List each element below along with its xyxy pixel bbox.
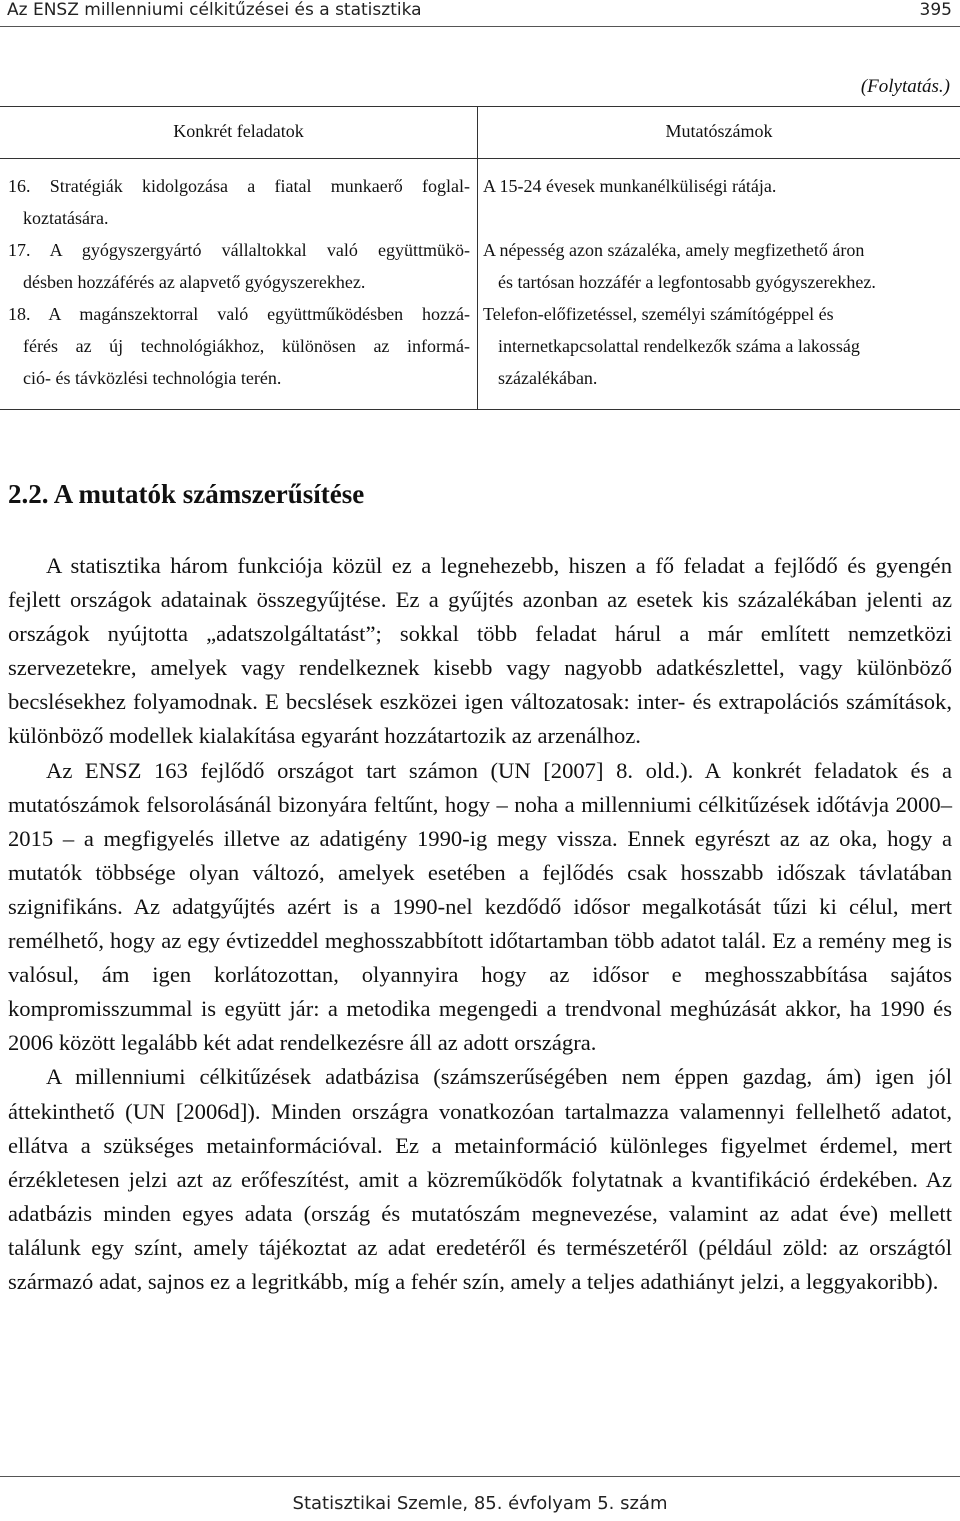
page-number: 395 (919, 0, 952, 20)
page-header (0, 0, 960, 22)
goals-indicators-table (0, 106, 960, 410)
task-line: désben hozzáférés az alapvető gyógyszerekhez. (23, 272, 366, 292)
paragraph: A statisztika három funkciója közül ez a legnehezebb, hiszen a fő feladat a fejlődő és gyengén fejlett országok adatainak összegyűjtése. Ez a gyűjtés azonban az esetek kis százalékában jelenti az országok nyújtotta „adatszolgáltatást”; sokkal több feladat hárul a már említett nemzetközi szervezetekre, amelyek vagy rendelkeznek kisebb vagy nagyobb adatkészlettel, vagy különböző becslésekhez folyamodnak. E becslések eszközei igen változatosak: inter- és extrapolációs számítások, különböző modellek kialakítása egyaránt hozzátartozik az arzenálhoz. (8, 553, 952, 749)
table-column-divider (477, 106, 478, 410)
header-rule (0, 26, 960, 27)
column-header-indicators: Mutatószámok (665, 121, 773, 141)
column-header-tasks: Konkrét feladatok (173, 121, 304, 141)
task-line: 18. A magánszektorral való együttműködésben hozzá- (8, 304, 470, 324)
task-line: férés az új technológiákhoz, különösen az informá- (23, 336, 470, 356)
task-line: koztatására. (23, 208, 109, 228)
table-top-rule (0, 106, 960, 107)
indicator-cell (483, 298, 953, 394)
table-continued-note: (Folytatás.) (860, 76, 950, 97)
running-title: Az ENSZ millenniumi célkitűzései és a statisztika (7, 0, 422, 20)
task-line: 16. Stratégiák kidolgozása a fiatal munkaerő foglal- (8, 176, 470, 196)
task-cell (8, 234, 470, 298)
task-line: ció- és távközlési technológia terén. (23, 368, 282, 388)
paragraph: Az ENSZ 163 fejlődő országot tart számon (UN [2007] 8. old.). A konkrét feladatok és a mutatószámok felsorolásánál bizonyára feltűnt, hogy – noha a millenniumi célkitűzések időtávja 2000–2015 – a megfigyelés illetve az adatigény 1990-ig megy vissza. Ennek egyrészt az az oka, hogy a mutatók többsége olyan változó, amelyek esetében a fejlődés csak hosszabb időszak távlatában szignifikáns. Az adatgyűjtés azért is a 1990-nel kezdődő idősor megalkotását tűzi ki célul, mert remélhető, hogy az egy évtizeddel meghosszabbított időtartamban több adatot talál. Ez a remény meg is valósul, ám igen korlátozottan, olyannyira hogy az idősor e meghosszabbítása sajátos kompromisszummal is együtt jár: a metodika megengedi a trendvonal meghúzását akkor, ha 1990 és 2006 között legalább két adat rendelkezésre áll az adott országra. (8, 757, 952, 1056)
footer-rule (0, 1476, 960, 1477)
indicator-cell (483, 170, 953, 202)
table-head-rule (0, 158, 960, 159)
indicator-cell (483, 234, 953, 298)
indicator-line: Telefon-előfizetéssel, személyi számítógéppel és (483, 304, 834, 324)
indicator-line: A 15-24 évesek munkanélküliségi rátája. (483, 176, 777, 196)
indicator-line: A népesség azon százaléka, amely megfizethető áron (483, 240, 865, 260)
paragraph: A millenniumi célkitűzések adatbázisa (számszerűségében nem éppen gazdag, ám) igen jól áttekinthető (UN [2006d]). Minden országra vonatkozóan tartalmazza valamennyi fellelhető adatot, ellátva a szükséges metainformációval. Ez a metainformáció különleges figyelmet érdemel, mert érzékletesen jelzi azt az erőfeszítést, amit a közreműködők folytatnak a kvantifikáció érdekében. Az adatbázis minden egyes adata (ország és mutatószám megnevezése, valamint az adat éve) mellett találunk egy színt, amely tájékoztat az adat eredetéről és természetéről (például zöld: az országtól származó adat, sajnos ez a legritkább, míg a fehér szín, amely a teljes adathiányt jelzi, a leggyakoribb). (8, 1064, 952, 1294)
journal-footer: Statisztikai Szemle, 85. évfolyam 5. szám (292, 1493, 668, 1514)
indicator-line: százalékában. (498, 368, 598, 388)
task-cell (8, 298, 470, 394)
body-text (8, 549, 952, 1299)
table-bottom-rule (0, 409, 960, 410)
task-cell (8, 170, 470, 234)
indicator-line: internetkapcsolattal rendelkezők száma a lakosság (498, 336, 860, 356)
task-line: 17. A gyógyszergyártó vállaltokkal való együttmükö- (8, 240, 470, 260)
indicator-line: és tartósan hozzáfér a legfontosabb gyógyszerekhez. (498, 272, 876, 292)
section-title: 2.2. A mutatók számszerűsítése (8, 479, 365, 509)
